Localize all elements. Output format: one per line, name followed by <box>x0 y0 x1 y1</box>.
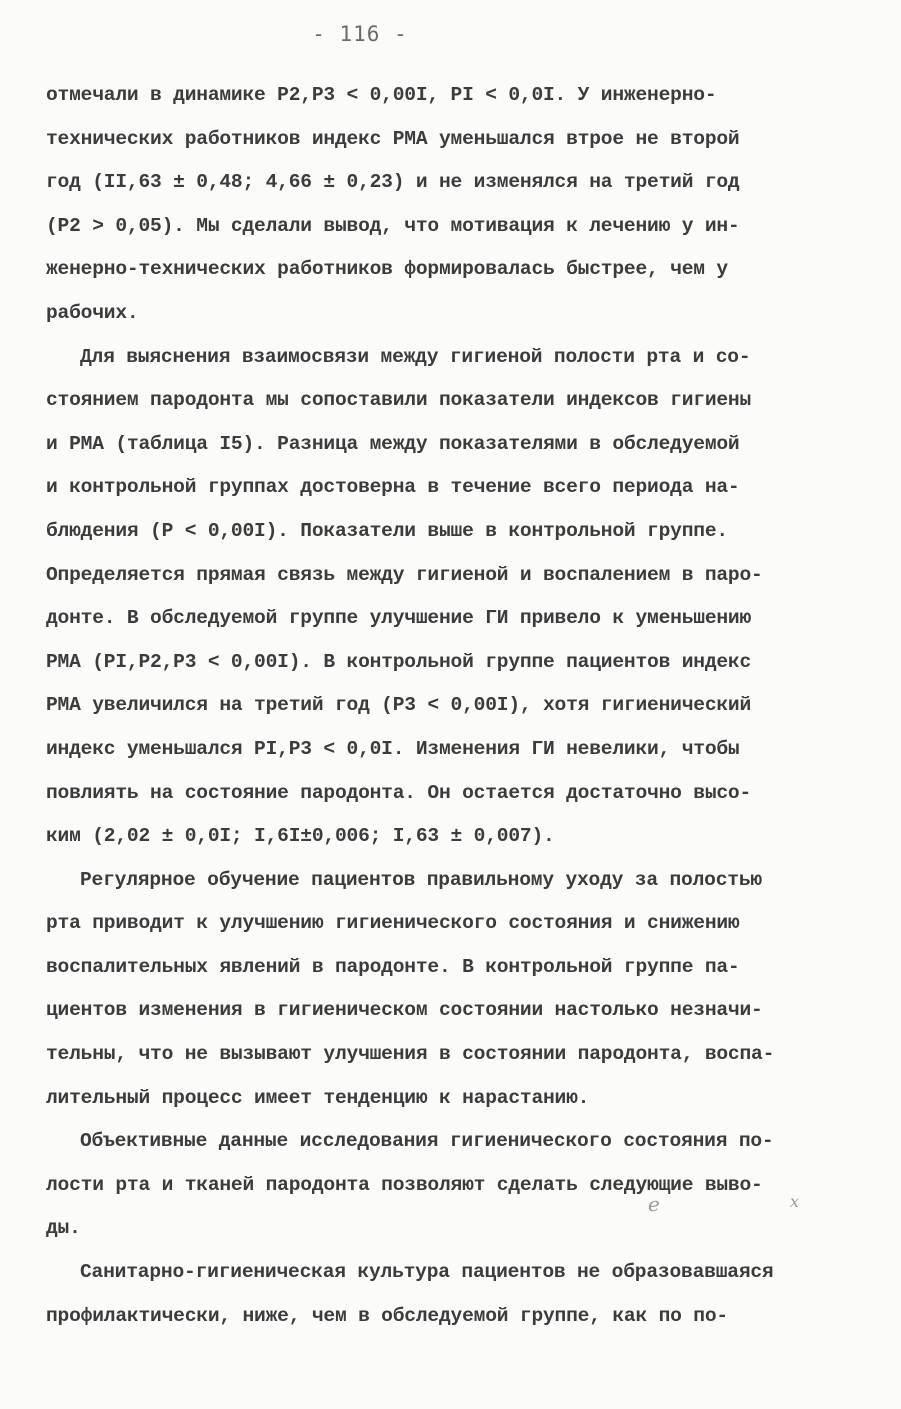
text-line: ды. <box>46 1217 81 1240</box>
page-number: - 116 - <box>312 22 408 46</box>
body-text <box>46 74 852 1338</box>
text-line: и РМА (таблица I5). Разница между показателями в обследуемой <box>46 432 740 455</box>
text-line: лительный процесс имеет тенденцию к нарастанию. <box>46 1086 590 1109</box>
paragraph <box>46 336 852 859</box>
text-line: рта приводит к улучшению гигиенического состояния и снижению <box>46 912 740 935</box>
text-line: Объективные данные исследования гигиенического состояния по- <box>80 1130 774 1153</box>
text-line: стоянием пародонта мы сопоставили показатели индексов гигиены <box>46 389 752 412</box>
paragraph <box>46 859 852 1121</box>
text-line: РМА (PI,P2,P3 < 0,00I). В контрольной группе пациентов индекс <box>46 650 752 673</box>
text-line: тельны, что не вызывают улучшения в состоянии пародонта, воспа- <box>46 1043 775 1066</box>
text-line: РМА увеличился на третий год (P3 < 0,00I), хотя гигиенический <box>46 694 752 717</box>
text-line: Для выяснения взаимосвязи между гигиеной полости рта и со- <box>80 345 751 368</box>
handwritten-correction-mark: е <box>648 1192 660 1216</box>
text-line: ким (2,02 ± 0,0I; I,6I±0,006; I,63 ± 0,007). <box>46 825 555 848</box>
text-line: и контрольной группах достоверна в течение всего периода на- <box>46 476 740 499</box>
paragraph <box>46 74 852 336</box>
text-line: блюдения (P < 0,00I). Показатели выше в контрольной группе. <box>46 519 728 542</box>
text-line: донте. В обследуемой группе улучшение ГИ привело к уменьшению <box>46 607 752 630</box>
text-line: технических работников индекс РМА уменьшался втрое не второй <box>46 127 740 150</box>
paragraph <box>46 1120 852 1251</box>
text-line: воспалительных явлений в пародонте. В контрольной группе па- <box>46 955 740 978</box>
handwritten-correction-mark: х <box>790 1192 800 1211</box>
text-line: отмечали в динамике P2,P3 < 0,00I, PI < 0,0I. У инженерно- <box>46 84 717 106</box>
text-line: индекс уменьшался PI,P3 < 0,0I. Изменения ГИ невелики, чтобы <box>46 737 740 760</box>
text-line: Регулярное обучение пациентов правильному уходу за полостью <box>80 868 762 891</box>
paragraph <box>46 1251 852 1338</box>
text-line: год (II,63 ± 0,48; 4,66 ± 0,23) и не изменялся на третий год <box>46 171 740 194</box>
text-line: циентов изменения в гигиеническом состоянии настолько незначи- <box>46 999 763 1022</box>
text-line: Определяется прямая связь между гигиеной и воспалением в паро- <box>46 563 763 586</box>
text-line: повлиять на состояние пародонта. Он остается достаточно высо- <box>46 781 752 804</box>
text-line: Санитарно-гигиеническая культура пациентов не образовавшаяся <box>80 1261 774 1284</box>
text-line: профилактически, ниже, чем в обследуемой группе, как по по- <box>46 1304 728 1327</box>
text-line: женерно-технических работников формировалась быстрее, чем у <box>46 258 728 281</box>
text-line: лости рта и тканей пародонта позволяют сделать следующие выво- <box>46 1173 763 1196</box>
text-line: рабочих. <box>46 301 139 324</box>
text-line: (P2 > 0,05). Мы сделали вывод, что мотивация к лечению у ин- <box>46 214 740 237</box>
